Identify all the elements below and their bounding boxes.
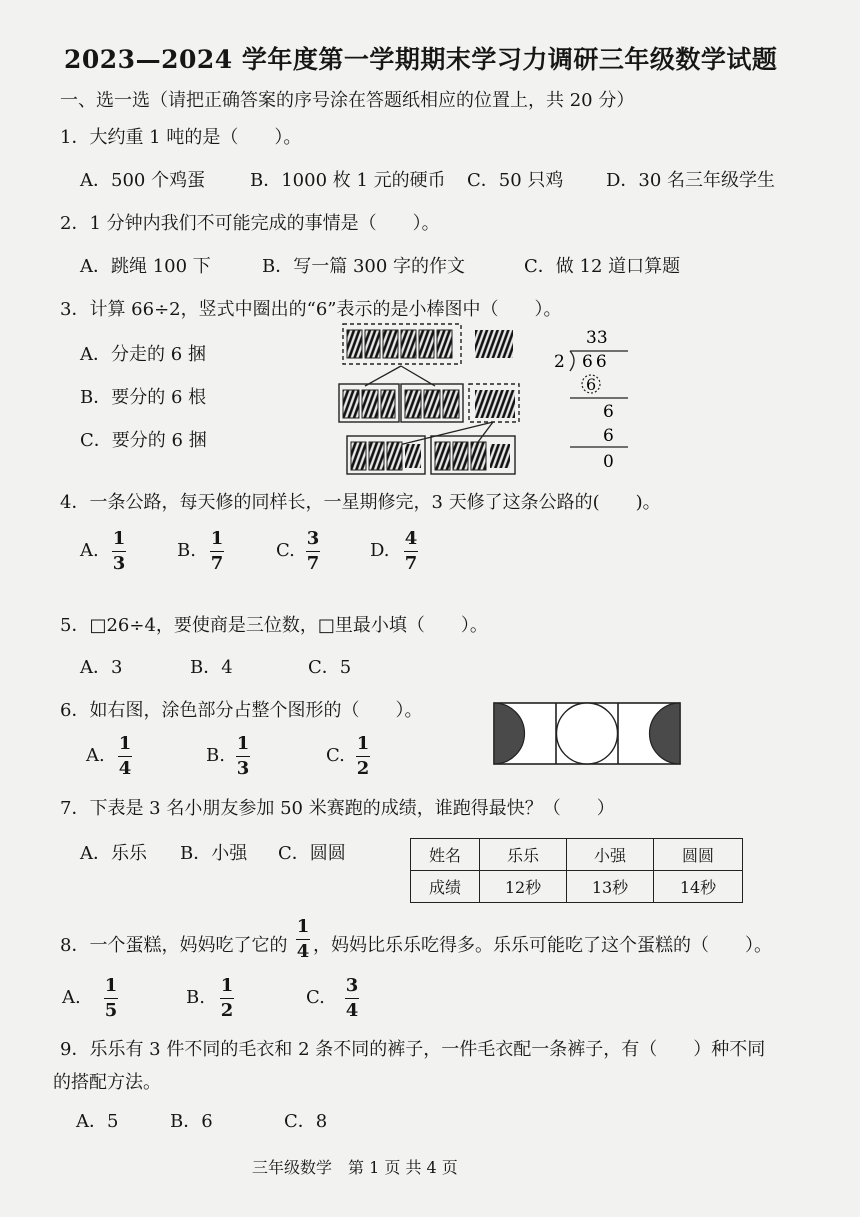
option-letter: B. bbox=[186, 987, 205, 1008]
question-1-option-c[interactable]: C．50 只鸡 bbox=[467, 170, 564, 191]
table-row bbox=[411, 871, 743, 903]
option-letter: B. bbox=[206, 745, 225, 766]
question-4-stem: 4．一条公路，每天修的同样长，一星期修完，3 天修了这条公路的( )。 bbox=[60, 492, 661, 513]
fraction-bar bbox=[220, 998, 234, 999]
fraction-numerator: 1 bbox=[236, 733, 250, 754]
division-line3: 6 bbox=[603, 402, 614, 422]
division-line4: 6 bbox=[603, 426, 614, 446]
question-3-option-c[interactable]: C．要分的 6 捆 bbox=[80, 430, 207, 451]
table-cell: 圆圆 bbox=[654, 839, 743, 871]
table-header-row bbox=[411, 839, 743, 871]
option-letter: B. bbox=[177, 540, 196, 561]
question-8-stem-end: ，妈妈比乐乐吃得多。乐乐可能吃了这个蛋糕的（ ）。 bbox=[313, 935, 772, 956]
question-7-option-c[interactable]: C．圆圆 bbox=[278, 843, 346, 864]
option-letter: C. bbox=[306, 987, 325, 1008]
fraction-denominator: 4 bbox=[118, 758, 132, 779]
question-3-option-b[interactable]: B．要分的 6 根 bbox=[80, 387, 207, 408]
table-cell: 14秒 bbox=[654, 871, 743, 903]
question-5-stem: 5．□26÷4，要使商是三位数，□里最小填（ ）。 bbox=[60, 615, 488, 636]
division-remainder: 0 bbox=[603, 452, 614, 472]
question-6-stem: 6．如右图，涂色部分占整个图形的（ ）。 bbox=[60, 700, 423, 721]
fraction-bar bbox=[306, 551, 320, 552]
question-9-stem-line1: 9．乐乐有 3 件不同的毛衣和 2 条不同的裤子，一件毛衣配一条裤子，有（ ）种不同 bbox=[60, 1039, 766, 1060]
fraction-bar bbox=[118, 756, 132, 757]
option-fraction bbox=[210, 528, 224, 575]
stick-bundle-diagram bbox=[335, 318, 535, 478]
option-letter: C. bbox=[326, 745, 345, 766]
fraction-denominator: 3 bbox=[112, 553, 126, 574]
table-cell: 成绩 bbox=[411, 871, 480, 903]
option-fraction bbox=[236, 733, 250, 780]
fraction-denominator: 5 bbox=[104, 1000, 118, 1021]
option-letter: A. bbox=[86, 745, 105, 766]
fraction-bar bbox=[112, 551, 126, 552]
question-9-option-b[interactable]: B．6 bbox=[170, 1111, 213, 1132]
question-1-option-b[interactable]: B．1000 枚 1 元的硬币 bbox=[250, 170, 446, 191]
fraction-denominator: 4 bbox=[345, 1000, 359, 1021]
question-2-stem: 2．1 分钟内我们不可能完成的事情是（ ）。 bbox=[60, 213, 440, 234]
section-heading: 一、选一选（请把正确答案的序号涂在答题纸相应的位置上，共 20 分） bbox=[60, 90, 635, 111]
option-letter: A. bbox=[80, 540, 99, 561]
fraction-numerator: 1 bbox=[112, 528, 126, 549]
question-7-option-b[interactable]: B．小强 bbox=[180, 843, 248, 864]
fraction-numerator: 1 bbox=[356, 733, 370, 754]
fraction-denominator: 7 bbox=[404, 553, 418, 574]
fraction-numerator: 1 bbox=[118, 733, 132, 754]
fraction-numerator: 1 bbox=[220, 975, 234, 996]
option-fraction bbox=[118, 733, 132, 780]
question-8-stem-start: 8．一个蛋糕，妈妈吃了它的 bbox=[60, 935, 288, 956]
option-fraction bbox=[112, 528, 126, 575]
fraction-numerator: 1 bbox=[210, 528, 224, 549]
fraction-bar bbox=[236, 756, 250, 757]
fraction-bar bbox=[404, 551, 418, 552]
option-fraction bbox=[306, 528, 320, 575]
option-fraction bbox=[345, 975, 359, 1022]
option-fraction bbox=[104, 975, 118, 1022]
division-divisor: 2 bbox=[554, 352, 565, 372]
division-quotient: 33 bbox=[586, 328, 608, 348]
question-5-option-a[interactable]: A．3 bbox=[80, 657, 123, 678]
question-1-option-d[interactable]: D．30 名三年级学生 bbox=[606, 170, 776, 191]
question-9-stem-line2: 的搭配方法。 bbox=[53, 1072, 161, 1093]
question-9-option-c[interactable]: C．8 bbox=[284, 1111, 328, 1132]
division-circled-digit: 6 bbox=[586, 375, 597, 394]
question-2-option-b[interactable]: B．写一篇 300 字的作文 bbox=[262, 256, 466, 277]
fraction-bar bbox=[356, 756, 370, 757]
table-cell: 小强 bbox=[567, 839, 654, 871]
division-dividend: 66 bbox=[582, 352, 610, 372]
question-2-option-c[interactable]: C．做 12 道口算题 bbox=[524, 256, 681, 277]
table-cell: 13秒 bbox=[567, 871, 654, 903]
question-3-stem: 3．计算 66÷2，竖式中圈出的“6”表示的是小棒图中（ ）。 bbox=[60, 299, 562, 320]
fraction-denominator: 7 bbox=[210, 553, 224, 574]
fraction-denominator: 2 bbox=[220, 1000, 234, 1021]
fraction-bar bbox=[104, 998, 118, 999]
question-5-option-b[interactable]: B．4 bbox=[190, 657, 233, 678]
option-fraction bbox=[356, 733, 370, 780]
option-fraction bbox=[220, 975, 234, 1022]
option-letter: D. bbox=[370, 540, 390, 561]
fraction-bar bbox=[345, 998, 359, 999]
fraction-numerator: 1 bbox=[104, 975, 118, 996]
fraction-bar bbox=[210, 551, 224, 552]
question-2-option-a[interactable]: A．跳绳 100 下 bbox=[80, 256, 211, 277]
table-cell: 12秒 bbox=[480, 871, 567, 903]
page-footer: 三年级数学 第 1 页 共 4 页 bbox=[252, 1158, 458, 1177]
option-letter: C. bbox=[276, 540, 295, 561]
table-cell: 乐乐 bbox=[480, 839, 567, 871]
question-1-option-a[interactable]: A．500 个鸡蛋 bbox=[80, 170, 206, 191]
fraction-denominator: 2 bbox=[356, 758, 370, 779]
question-9-option-a[interactable]: A．5 bbox=[76, 1111, 119, 1132]
question-8-stem-fraction bbox=[296, 916, 310, 963]
fraction-numerator: 3 bbox=[306, 528, 320, 549]
option-letter: A. bbox=[62, 987, 81, 1008]
fraction-numerator: 4 bbox=[404, 528, 418, 549]
question-5-option-c[interactable]: C．5 bbox=[308, 657, 352, 678]
option-fraction bbox=[404, 528, 418, 575]
fraction-numerator: 1 bbox=[296, 916, 310, 937]
fraction-numerator: 3 bbox=[345, 975, 359, 996]
question-1-stem: 1．大约重 1 吨的是（ ）。 bbox=[60, 127, 302, 148]
fraction-denominator: 4 bbox=[296, 941, 310, 962]
race-results-table bbox=[410, 838, 743, 903]
middle-circle bbox=[557, 703, 618, 764]
question-3-option-a[interactable]: A．分走的 6 捆 bbox=[80, 344, 206, 365]
fraction-denominator: 3 bbox=[236, 758, 250, 779]
long-division bbox=[548, 325, 638, 475]
question-7-stem: 7．下表是 3 名小朋友参加 50 米赛跑的成绩，谁跑得最快？（ ） bbox=[60, 798, 615, 819]
shaded-circles-figure bbox=[493, 702, 683, 766]
table-cell: 姓名 bbox=[411, 839, 480, 871]
fraction-bar bbox=[296, 939, 310, 940]
page-title: 2023—2024 学年度第一学期期末学习力调研三年级数学试题 bbox=[64, 45, 778, 74]
question-7-option-a[interactable]: A．乐乐 bbox=[80, 843, 147, 864]
fraction-denominator: 7 bbox=[306, 553, 320, 574]
